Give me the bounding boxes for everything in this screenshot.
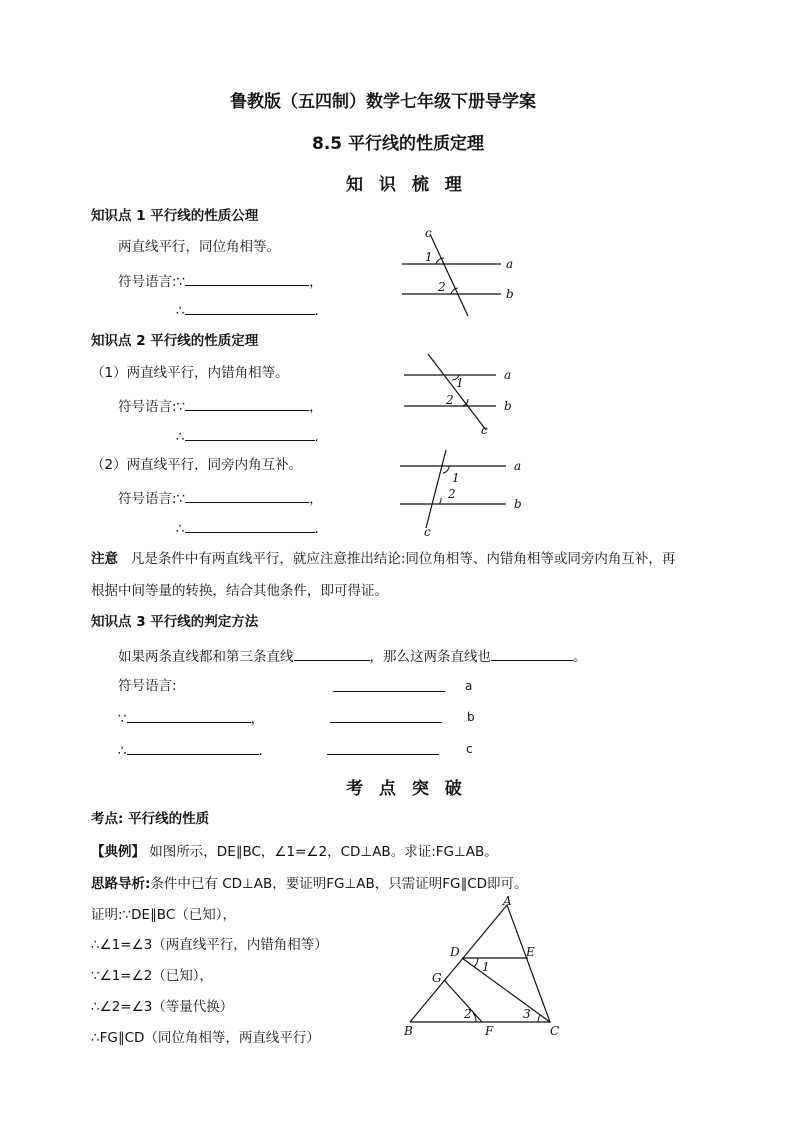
label-angle-3: 3 — [523, 1007, 531, 1021]
label-c: c — [481, 423, 488, 437]
kp2-item2: （2）两直线平行，同旁内角互补。 — [91, 457, 303, 473]
label-angle-2: 2 — [464, 1007, 472, 1021]
sentence-part-b: ，那么这两条直线也 — [369, 649, 491, 665]
note-line1 — [91, 550, 675, 568]
figure-co-interior-angles — [396, 448, 531, 538]
comma: ， — [250, 711, 265, 727]
figure-triangle — [400, 895, 570, 1045]
example-line — [91, 843, 498, 861]
analysis-line — [91, 875, 528, 893]
angle-1-arc — [474, 958, 478, 967]
angle-2-arc — [439, 498, 441, 504]
label-angle-2: 2 — [446, 393, 454, 407]
line-c — [426, 450, 446, 528]
proof-line-4: ∴∠2=∠3（等量代换） — [91, 999, 234, 1015]
label-angle-2: 2 — [438, 280, 446, 294]
doc-title: 鲁教版（五四制）数学七年级下册导学案 — [230, 92, 536, 112]
answer-blank[interactable] — [185, 271, 309, 286]
therefore-symbol: ∴ — [176, 521, 185, 537]
note-text-1: 凡是条件中有两直线平行，就应注意推出结论:同位角相等、内错角相等或同旁内角互补，再 — [130, 551, 676, 567]
answer-blank[interactable] — [185, 518, 315, 533]
label-c: c — [424, 525, 431, 539]
sentence-part-a: 如果两条直线都和第三条直线 — [118, 649, 294, 665]
kp1-heading: 知识点 1 平行线的性质公理 — [91, 208, 259, 224]
figure-alternate-angles — [396, 350, 526, 435]
note-label: 注意 — [91, 551, 118, 567]
therefore-symbol: ∴ — [118, 743, 127, 759]
answer-blank[interactable] — [294, 646, 370, 661]
comma: ， — [309, 274, 323, 290]
lesson-title: 8.5 平行线的性质定理 — [312, 134, 485, 154]
kp2-item1-symbol-line — [118, 396, 323, 416]
label-b: b — [514, 497, 522, 511]
answer-blank[interactable] — [127, 740, 259, 755]
section-title-exam-points: 考 点 突 破 — [346, 779, 467, 799]
label-a: a — [506, 257, 514, 271]
proof-line-3: ∵∠1=∠2（已知）， — [91, 968, 214, 984]
label-F: F — [485, 1024, 494, 1038]
label-D: D — [450, 945, 460, 959]
kp1-symbol-line — [118, 271, 323, 291]
because-symbol: ∵ — [118, 711, 127, 727]
kp1-statement: 两直线平行，同位角相等。 — [118, 239, 280, 255]
period: . — [258, 743, 263, 759]
kp2-heading: 知识点 2 平行线的性质定理 — [91, 333, 259, 349]
kp3-label-c: c — [466, 742, 473, 756]
analysis-text: 条件中已有 CD⊥AB，要证明FG⊥AB，只需证明FG∥CD即可。 — [150, 876, 528, 892]
angle-1-arc — [443, 466, 449, 473]
label-b: b — [504, 399, 512, 413]
answer-blank[interactable] — [185, 396, 309, 411]
example-text: 如图所示，DE∥BC，∠1=∠2，CD⊥AB。求证:FG⊥AB。 — [149, 844, 498, 860]
example-label: 【典例】 — [91, 844, 145, 860]
answer-blank[interactable] — [185, 426, 315, 441]
kp3-line-b-blank[interactable] — [330, 722, 442, 723]
kp3-line-a-blank[interactable] — [333, 691, 445, 692]
kp3-label-a: a — [465, 679, 473, 693]
symbol-label: 符号语言:∵ — [118, 274, 186, 290]
triangle-abc — [410, 905, 550, 1022]
kp2-item2-symbol-line — [118, 488, 323, 508]
angle-3-arc — [538, 1015, 540, 1022]
kaodian-heading: 考点: 平行线的性质 — [91, 811, 210, 827]
label-B: B — [404, 1024, 413, 1038]
kp3-symbol-label: 符号语言: — [118, 678, 177, 694]
kp2-item1-therefore-line — [176, 426, 319, 446]
line-c — [430, 234, 468, 316]
label-A: A — [503, 894, 512, 908]
kp3-line-c-blank[interactable] — [327, 754, 439, 755]
label-b: b — [506, 287, 514, 301]
proof-line-2: ∴∠1=∠3（两直线平行，内错角相等） — [91, 937, 328, 953]
comma: ， — [309, 491, 323, 507]
label-angle-1: 1 — [456, 376, 464, 390]
kp3-because-line — [118, 708, 264, 728]
period: . — [314, 429, 319, 445]
kp3-heading: 知识点 3 平行线的判定方法 — [91, 614, 259, 630]
section-title-knowledge: 知 识 梳 理 — [346, 175, 467, 195]
label-C: C — [550, 1024, 560, 1038]
answer-blank[interactable] — [185, 488, 309, 503]
kp3-sentence — [118, 646, 587, 666]
sentence-part-c: 。 — [573, 649, 587, 665]
kp1-therefore-line — [176, 300, 319, 320]
period: . — [314, 521, 319, 537]
symbol-label: 符号语言:∵ — [118, 491, 186, 507]
label-c: c — [425, 226, 432, 240]
answer-blank[interactable] — [185, 300, 315, 315]
label-angle-1: 1 — [482, 960, 490, 974]
label-angle-1: 1 — [425, 250, 433, 264]
kp3-therefore-line — [118, 740, 263, 760]
proof-line-5: ∴FG∥CD（同位角相等，两直线平行） — [91, 1030, 320, 1046]
answer-blank[interactable] — [491, 646, 573, 661]
note-line2: 根据中间等量的转换，结合其他条件，即可得证。 — [91, 583, 388, 599]
label-angle-2: 2 — [448, 487, 456, 501]
label-G: G — [432, 971, 442, 985]
therefore-symbol: ∴ — [176, 303, 185, 319]
figure-corresponding-angles — [396, 228, 526, 323]
segment-gf — [444, 980, 482, 1022]
symbol-label: 符号语言:∵ — [118, 399, 186, 415]
proof-line-1: 证明:∵DE∥BC（已知）， — [91, 907, 237, 923]
label-angle-1: 1 — [452, 471, 460, 485]
answer-blank[interactable] — [127, 708, 251, 723]
kp2-item1: （1）两直线平行，内错角相等。 — [91, 365, 289, 381]
comma: ， — [309, 399, 323, 415]
analysis-label: 思路导析: — [91, 876, 151, 892]
line-c — [428, 354, 486, 430]
label-a: a — [504, 368, 512, 382]
period: . — [314, 303, 319, 319]
therefore-symbol: ∴ — [176, 429, 185, 445]
kp2-item2-therefore-line — [176, 518, 319, 538]
kp3-label-b: b — [467, 710, 475, 724]
segment-dc — [462, 958, 550, 1022]
label-E: E — [526, 945, 535, 959]
label-a: a — [514, 459, 522, 473]
